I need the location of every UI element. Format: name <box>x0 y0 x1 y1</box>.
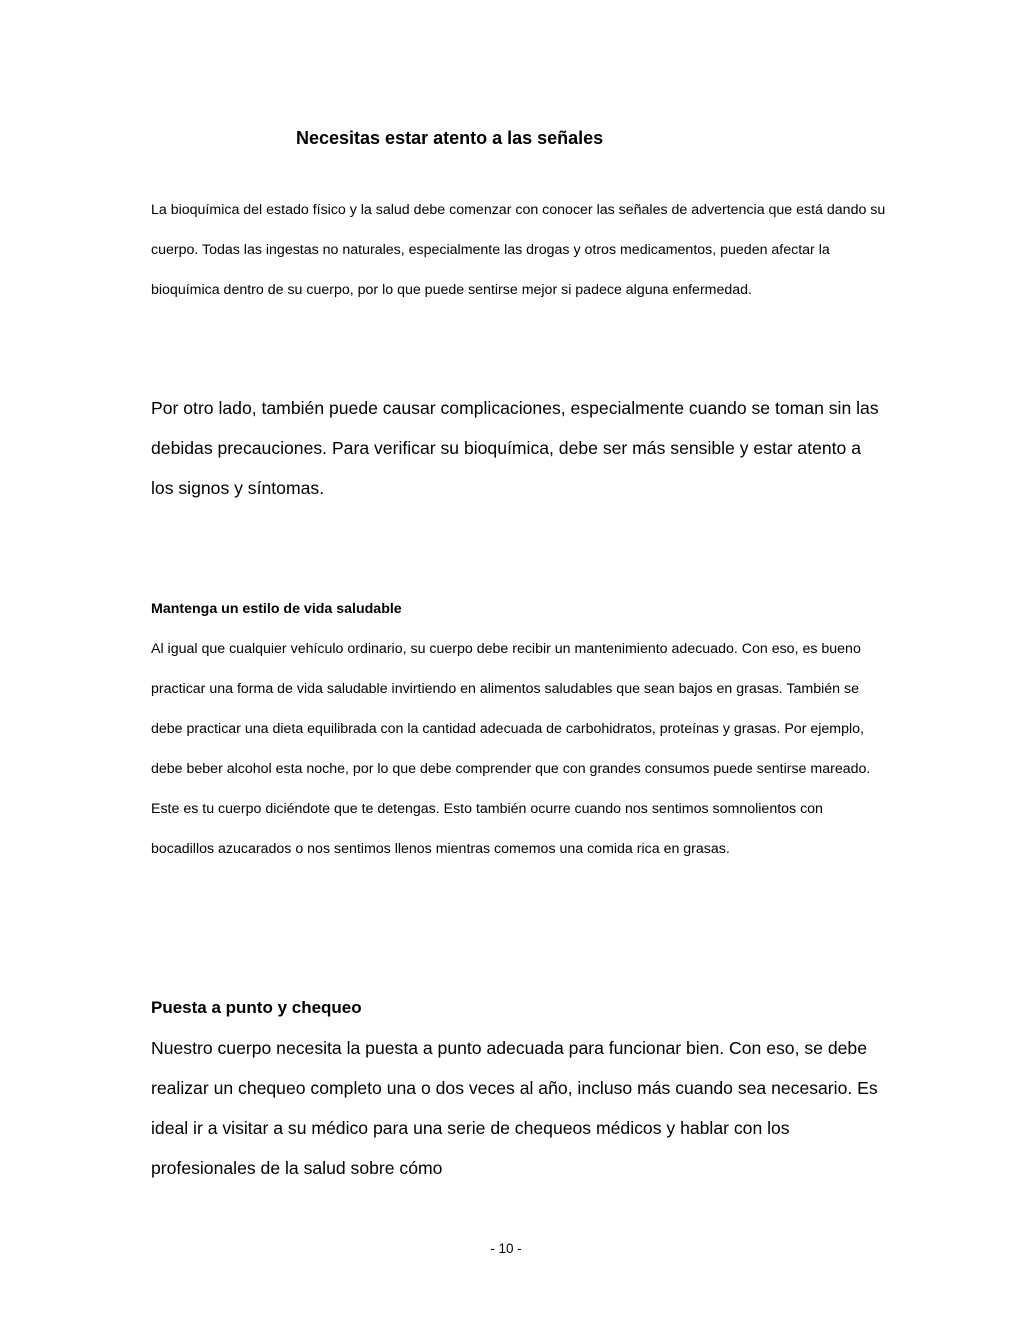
page-number: - 10 - <box>490 1241 522 1256</box>
section-body-checkup: Nuestro cuerpo necesita la puesta a punto adecuada para funcionar bien. Con eso, se debe realizar un chequeo completo una o dos veces al año, incluso más cuando sea necesario. Es ideal ir a visitar a su médico para una serie de chequeos médicos y hablar con los profesionales de la salud sobre cómo <box>151 1038 878 1178</box>
section-body-lifestyle: Al igual que cualquier vehículo ordinario, su cuerpo debe recibir un mantenimiento adecuado. Con eso, es bueno practicar una forma de vida saludable invirtiendo en alimentos saludables que sean bajos en grasas. También se debe practicar una dieta equilibrada con la cantidad adecuada de carbohidratos, proteínas y grasas. Por ejemplo, debe beber alcohol esta noche, por lo que debe comprender que con grandes consumos puede sentirse mareado. Este es tu cuerpo diciéndote que te detengas. Esto también ocurre cuando nos sentimos somnolientos con bocadillos azucarados o nos sentimos llenos mientras comemos una comida rica en grasas. <box>151 641 871 857</box>
second-paragraph: Por otro lado, también puede causar complicaciones, especialmente cuando se toman sin las debidas precauciones. Para verificar su bioquímica, debe ser más sensible y estar atento a los signos y síntomas. <box>151 398 879 498</box>
page-title: Necesitas estar atento a las señales <box>296 128 604 148</box>
intro-paragraph: La bioquímica del estado físico y la salud debe comenzar con conocer las señales de advertencia que está dando su cuerpo. Todas las ingestas no naturales, especialmente las drogas y otros medicamentos, pueden afectar la bioquímica dentro de su cuerpo, por lo que puede sentirse mejor si padece alguna enfermedad. <box>151 202 886 298</box>
section-heading-lifestyle: Mantenga un estilo de vida saludable <box>151 601 402 617</box>
section-heading-checkup: Puesta a punto y chequeo <box>151 998 362 1017</box>
